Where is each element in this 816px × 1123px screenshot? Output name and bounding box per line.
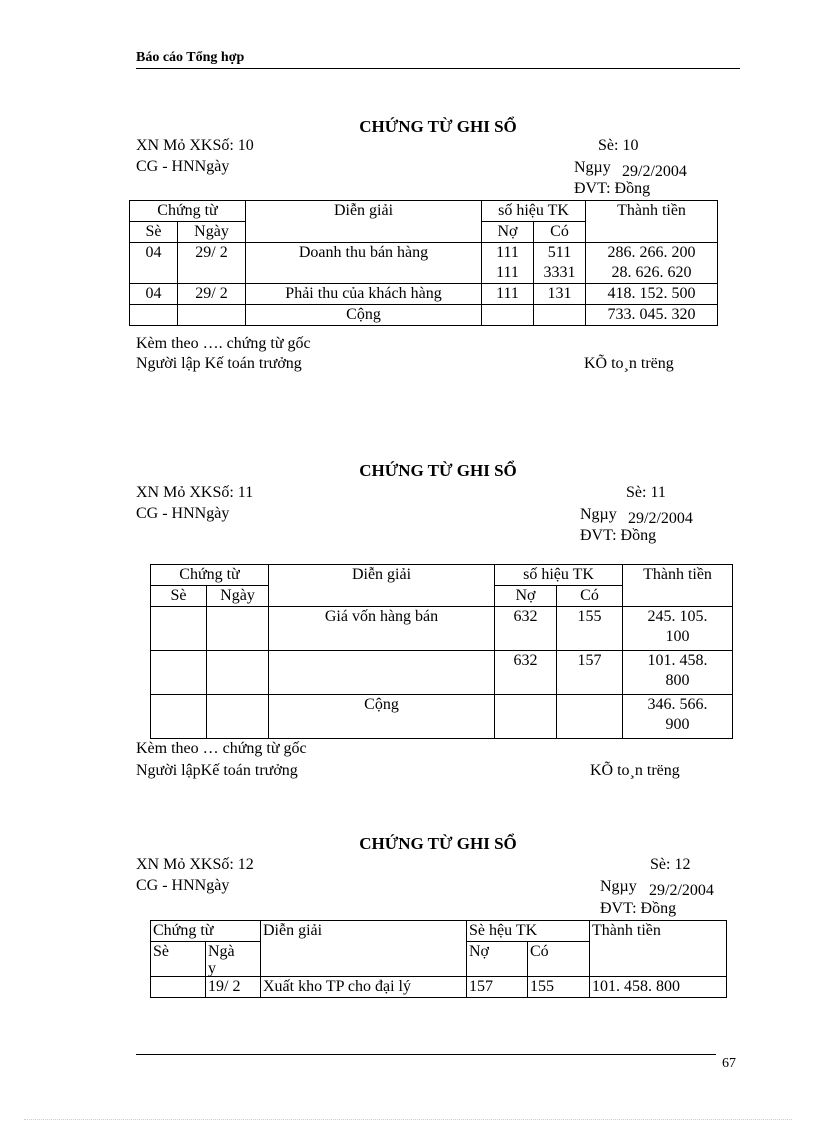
- cell-co: 157: [557, 651, 623, 695]
- col-sohieu: số hiệu TK: [495, 565, 623, 586]
- attachment-note-2: Kèm theo … chứng từ gốc: [136, 740, 307, 757]
- date-value-3: 29/2/2004: [649, 882, 714, 899]
- signature-left-1: Người lập Kế toán trưởng: [136, 355, 302, 372]
- col-sohieu: Sè hệu TK: [467, 921, 590, 942]
- cell-no: 157: [467, 977, 528, 998]
- cell-so: 04: [130, 284, 178, 305]
- date-label-3: Ngµy: [600, 878, 637, 895]
- signature-right-2: KÕ to¸n trëng: [590, 762, 680, 779]
- company-line-3: XN Mỏ XKSố: 12: [136, 856, 254, 873]
- cell-amount: 28. 626. 620: [586, 263, 718, 284]
- cell-diengiai: Giá vốn hàng bán: [269, 607, 495, 651]
- voucher-title-3: CHỨNG TỪ GHI SỔ: [359, 834, 517, 853]
- date-value-1: 29/2/2004: [622, 163, 687, 180]
- attachment-note-1: Kèm theo …. chứng từ gốc: [136, 335, 311, 352]
- cell-diengiai: Doanh thu bán hàng: [246, 243, 482, 284]
- voucher-number-3: Sè: 12: [650, 856, 691, 873]
- table-row: [151, 977, 727, 998]
- amount-line-1: 245. 105.: [647, 608, 708, 625]
- unit-label-2: ĐVT: Đồng: [580, 527, 657, 544]
- col-chungtu: Chứng từ: [130, 201, 246, 222]
- cell-amount: [623, 607, 733, 651]
- date-label-1: Ngµy: [574, 159, 611, 176]
- col-diengiai: Diễn giải: [261, 921, 467, 977]
- col-chungtu: Chứng từ: [151, 921, 261, 942]
- cell-no: 632: [495, 651, 557, 695]
- col-so: Sè: [151, 942, 206, 977]
- cell-co: 155: [557, 607, 623, 651]
- date-value-2: 29/2/2004: [628, 510, 693, 527]
- total-line-2: 900: [665, 716, 690, 733]
- cell-no: 111: [482, 263, 534, 284]
- cell-no: 632: [495, 607, 557, 651]
- total-label: Cộng: [269, 695, 495, 739]
- page-edge: [24, 1119, 792, 1120]
- total-amount: [623, 695, 733, 739]
- cell-co: 511: [534, 243, 586, 264]
- col-ngay: Ngày: [178, 222, 246, 243]
- footer-rule: [136, 1054, 716, 1055]
- col-diengiai: Diễn giải: [246, 201, 482, 243]
- cell-diengiai: Phải thu của khách hàng: [246, 284, 482, 305]
- cell-co: 131: [534, 284, 586, 305]
- cell-amount: 101. 458. 800: [590, 977, 727, 998]
- col-ngay-line-2: y: [208, 960, 216, 977]
- cell-ngay: 29/ 2: [178, 284, 246, 305]
- total-row: [151, 695, 733, 739]
- company-line-2: XN Mỏ XKSố: 11: [136, 484, 254, 501]
- col-no: Nợ: [467, 942, 528, 977]
- total-row: [130, 305, 718, 326]
- col-so: Sè: [151, 586, 207, 607]
- table-row: [151, 651, 733, 695]
- report-header-title: Báo cáo Tổng hợp: [136, 50, 245, 65]
- cell-no: 111: [482, 284, 534, 305]
- col-so: Sè: [130, 222, 178, 243]
- total-amount: 733. 045. 320: [586, 305, 718, 326]
- col-ngay-line-1: Ngà: [208, 943, 235, 960]
- company-line-1: XN Mỏ XKSố: 10: [136, 137, 254, 154]
- col-diengiai: Diễn giải: [269, 565, 495, 607]
- cell-ngay: 29/ 2: [178, 243, 246, 284]
- voucher-title-1: CHỨNG TỪ GHI SỔ: [359, 117, 517, 136]
- branch-line-1: CG - HNNgày: [136, 158, 230, 175]
- signature-right-1: KÕ to¸n trëng: [584, 355, 674, 372]
- amount-line-2: 800: [665, 672, 690, 689]
- cell-amount: 418. 152. 500: [586, 284, 718, 305]
- cell-co: 3331: [534, 263, 586, 284]
- amount-line-1: 101. 458.: [647, 652, 708, 669]
- cell-co: 155: [528, 977, 590, 998]
- cell-ngay: 19/ 2: [206, 977, 261, 998]
- voucher-number-2: Sè: 11: [626, 484, 666, 501]
- cell-amount: [623, 651, 733, 695]
- col-thanhtien: Thành tiền: [623, 565, 733, 607]
- unit-label-1: ĐVT: Đồng: [574, 180, 651, 197]
- branch-line-3: CG - HNNgày: [136, 877, 230, 894]
- col-ngay: Ngày: [207, 586, 269, 607]
- total-line-1: 346. 566.: [647, 696, 708, 713]
- col-chungtu: Chứng từ: [151, 565, 269, 586]
- col-no: Nợ: [482, 222, 534, 243]
- unit-label-3: ĐVT: Đồng: [600, 900, 677, 917]
- col-thanhtien: Thành tiền: [590, 921, 727, 977]
- total-label: Cộng: [246, 305, 482, 326]
- cell-amount: 286. 266. 200: [586, 243, 718, 264]
- cell-so: [151, 977, 206, 998]
- voucher-title-2: CHỨNG TỪ GHI SỔ: [359, 461, 517, 480]
- col-thanhtien: Thành tiền: [586, 201, 718, 243]
- col-co: Có: [528, 942, 590, 977]
- cell-no: 111: [482, 243, 534, 264]
- col-sohieu: số hiệu TK: [482, 201, 586, 222]
- page-number: 67: [722, 1056, 736, 1071]
- voucher-table-2: [150, 564, 733, 739]
- amount-line-2: 100: [665, 628, 690, 645]
- table-row: [130, 243, 718, 264]
- table-row: [151, 607, 733, 651]
- header-rule: [136, 68, 740, 69]
- col-ngay: [206, 942, 261, 977]
- cell-diengiai: Xuất kho TP cho đại lý: [261, 977, 467, 998]
- cell-so: 04: [130, 243, 178, 284]
- signature-left-2: Người lậpKế toán trưởng: [136, 762, 298, 779]
- date-label-2: Ngµy: [580, 506, 617, 523]
- voucher-table-1: [129, 200, 718, 326]
- voucher-table-3: [150, 920, 727, 998]
- col-no: Nợ: [495, 586, 557, 607]
- voucher-number-1: Sè: 10: [598, 137, 639, 154]
- table-row: [130, 284, 718, 305]
- col-co: Có: [557, 586, 623, 607]
- branch-line-2: CG - HNNgày: [136, 505, 230, 522]
- col-co: Có: [534, 222, 586, 243]
